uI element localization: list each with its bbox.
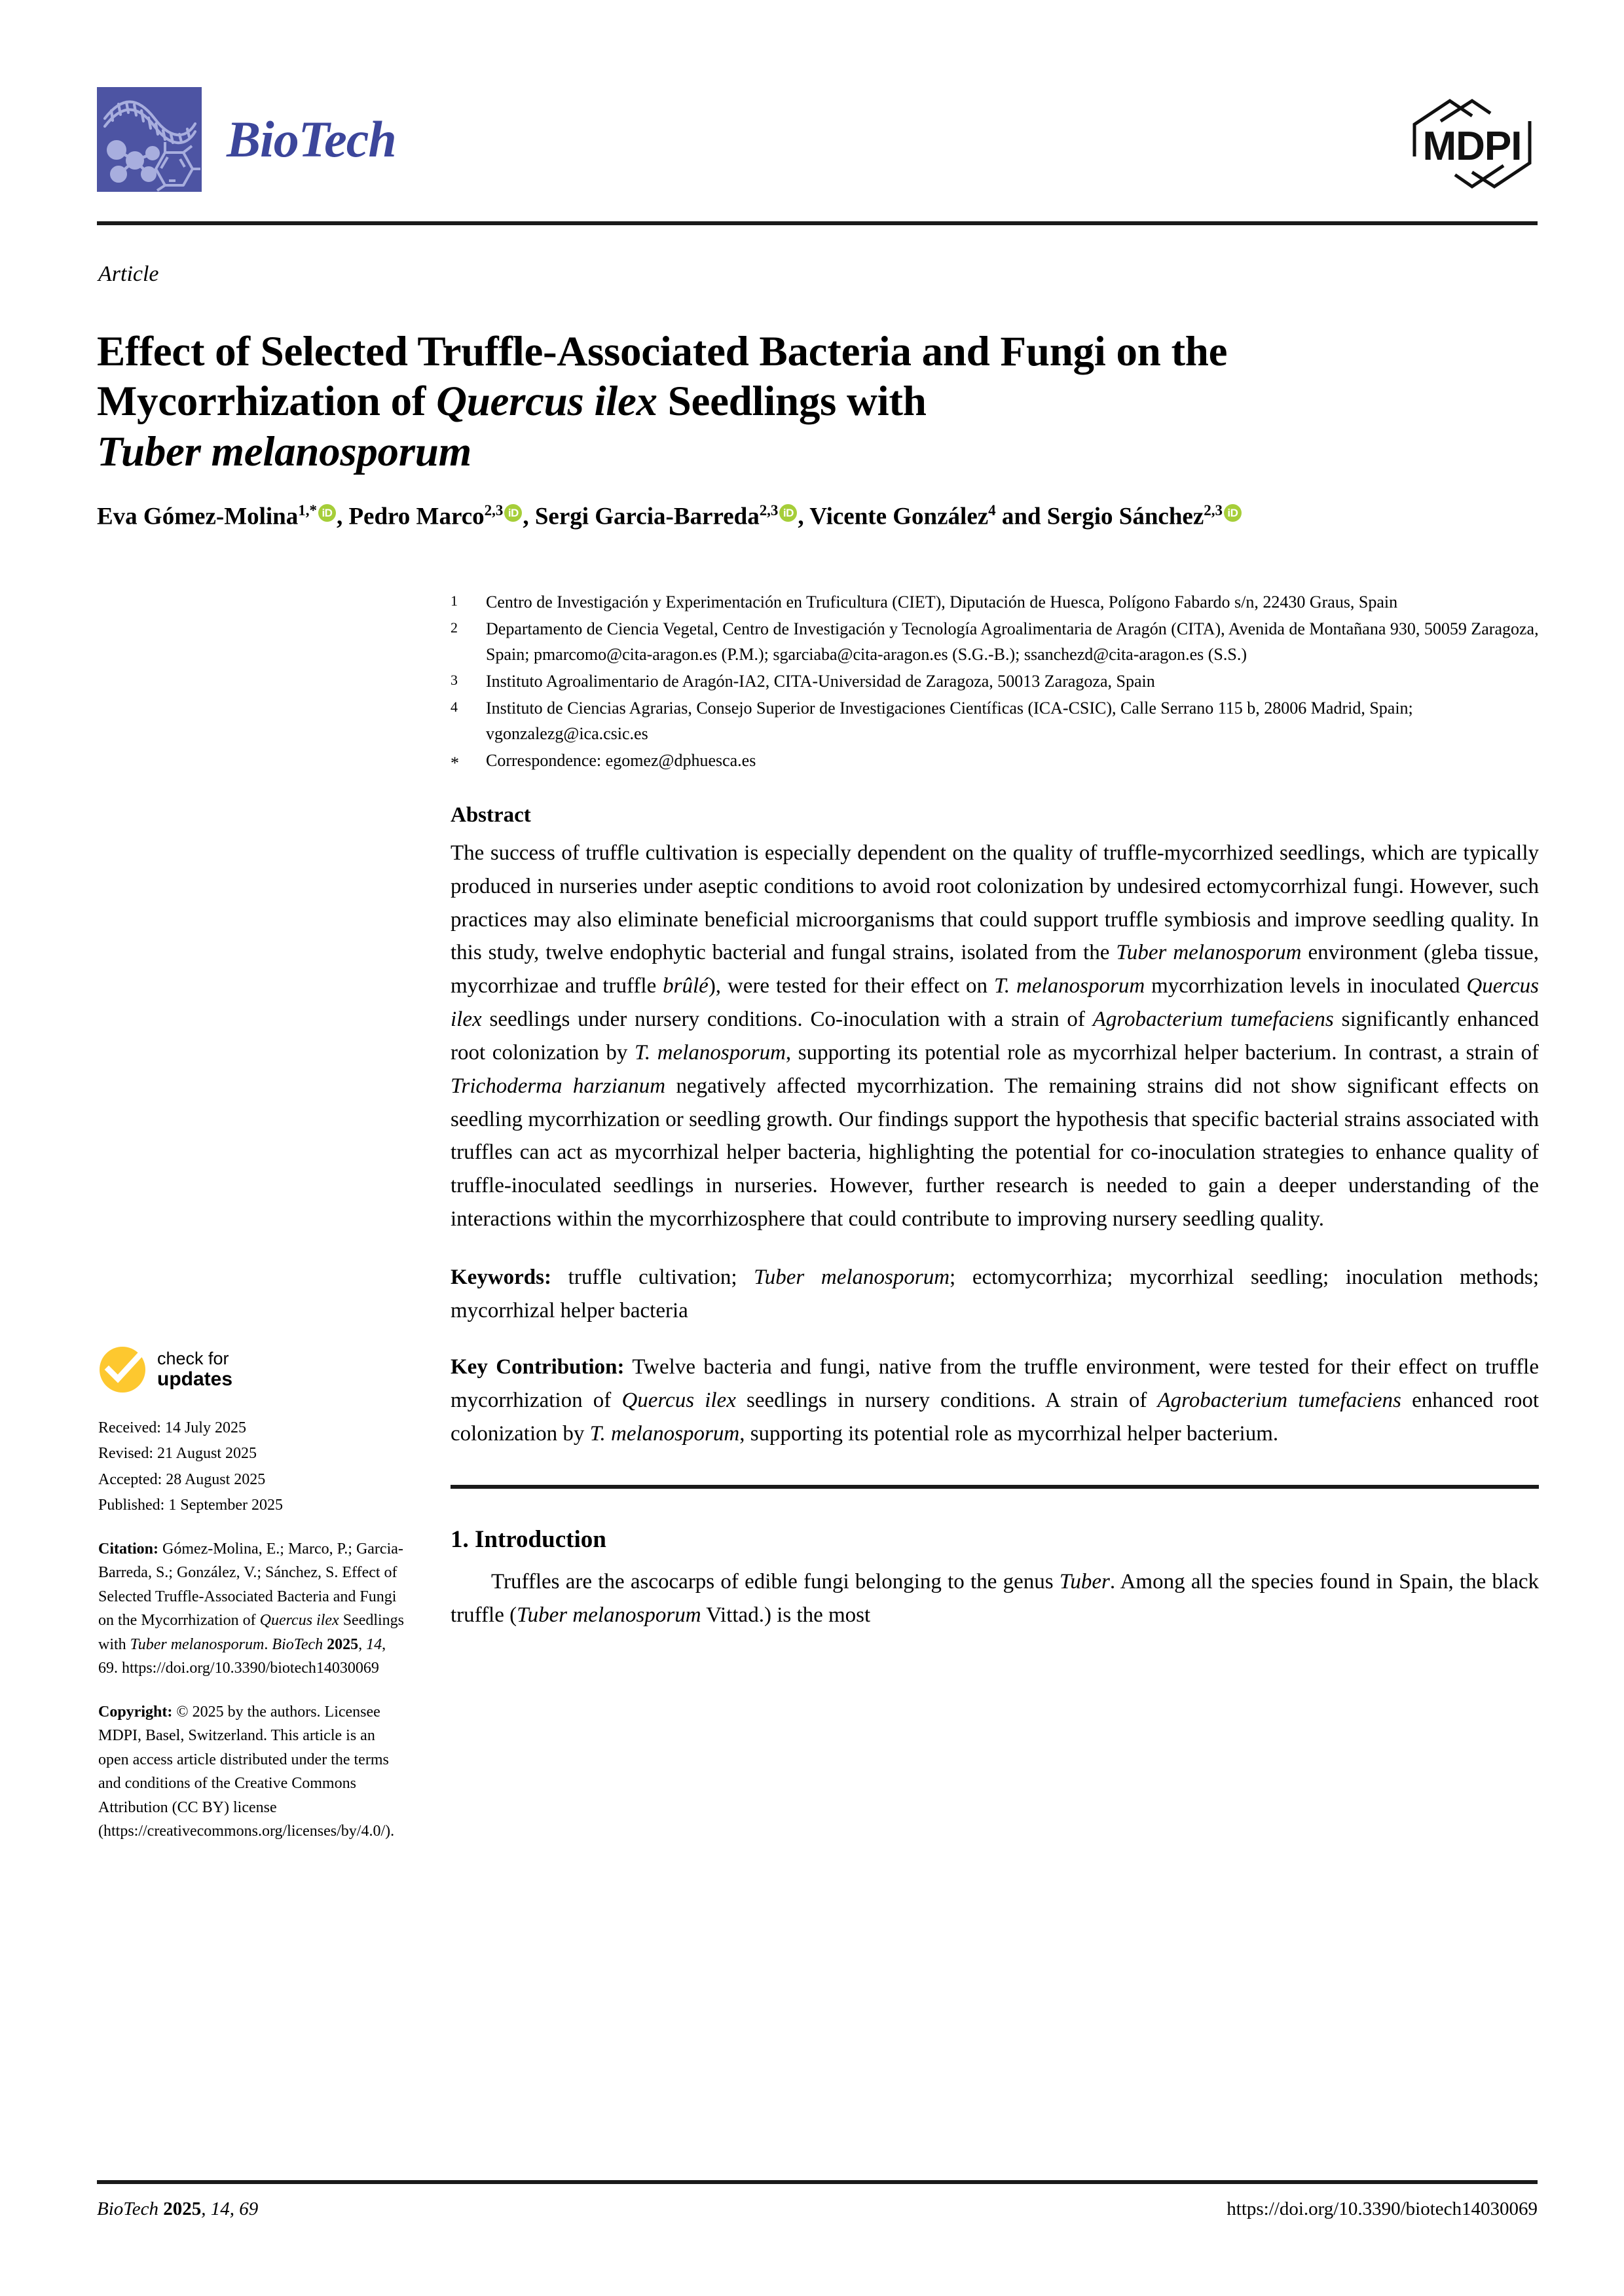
- title-line-1: Effect of Selected Truffle-Associated Bacteria and Fungi on the: [97, 327, 1228, 375]
- copyright-block: [98, 1700, 406, 1844]
- abstract-seg: , supporting its potential role as mycorrhizal helper bacterium. In contrast, a strain of: [785, 1040, 1540, 1065]
- citation-journal: BioTech: [272, 1635, 323, 1653]
- author-list: Eva Gómez-Molina$^{1,*}$ iD , Pedro Marco$^{2,3}$ iD , Sergi Garcia-Barreda$^{2,3}$ iD , Vicente González$^4$ and Sergio Sánchez$^{2,3}$ iD: [97, 501, 1544, 532]
- introduction-text: [451, 1565, 1539, 1632]
- abstract-species: Quercus ilex: [451, 974, 1540, 1032]
- author-name: Sergio Sánchez: [1046, 503, 1204, 530]
- orcid-icon[interactable]: iD: [504, 504, 522, 522]
- abstract-seg: negatively affected mycorrhization. The remaining strains did not show significant effects on seedling mycorrhization or seedling growth. Our findings support the hypothesis that specific bacterial strains associated with truffles can act as mycorrhizal helper bacteria, highlighting the potential for co-inoculation strategies to enhance quality of truffle-inoculated seedlings in nurseries. However, further research is needed to gain a deeper understanding of the interactions within the mycorrhizosphere that could contribute to improving nursery seedling quality.: [451, 1074, 1539, 1231]
- affiliation-text: Instituto Agroalimentario de Aragón-IA2, CITA-Universidad de Zaragoza, 50013 Zaragoza, Spain: [486, 672, 1155, 691]
- sidebar: [98, 1345, 406, 1844]
- abstract-seg: environment (gleba tissue, mycorrhizae and truffle: [451, 941, 1539, 998]
- author-affil-marker: 1,*: [298, 502, 317, 519]
- abstract-species: Tuber melanosporum: [1116, 941, 1302, 965]
- intro-seg: Truffles are the ascocarps of edible fungi belonging to the genus: [491, 1569, 1060, 1594]
- affiliations-block: [451, 589, 1539, 776]
- title-species-2: Tuber melanosporum: [97, 428, 471, 475]
- title-line-2b: Seedlings with: [657, 378, 927, 426]
- correspondence-text: Correspondence: egomez@dphuesca.es: [486, 751, 756, 770]
- affiliation-number: 1: [451, 592, 458, 609]
- keywords-seg: truffle cultivation;: [551, 1265, 754, 1289]
- correspondence-marker: *: [451, 754, 459, 773]
- affiliation-number: 3: [451, 672, 458, 688]
- affiliation-row: [451, 668, 1539, 694]
- author-name: Vicente González: [809, 503, 989, 530]
- correspondence-row: [451, 748, 1539, 776]
- affiliation-text: Centro de Investigación y Experimentación en Truficultura (CIET), Diputación de Huesca, Polígono Fabardo s/n, 22430 Graus, Spain: [486, 592, 1398, 611]
- author-affil-marker: 4: [988, 502, 996, 519]
- abstract-term: brûlé: [663, 974, 709, 998]
- citation-block: [98, 1537, 406, 1681]
- orcid-icon[interactable]: iD: [1224, 504, 1242, 522]
- orcid-icon[interactable]: iD: [779, 504, 797, 522]
- title-species-1: Quercus ilex: [436, 378, 657, 426]
- kc-seg: Twelve bacteria and fungi, native from the truffle environment, were tested for their effect on truffle mycorrhization of: [451, 1355, 1539, 1413]
- section-divider: [451, 1485, 1539, 1489]
- intro-genus: Tuber: [1059, 1569, 1110, 1594]
- keywords-seg: ; ectomycorrhiza; mycorrhizal seedling; inoculation methods; mycorrhizal helper bacteria: [451, 1265, 1539, 1322]
- footer-divider: [97, 2180, 1538, 2184]
- footer-citation: [97, 2198, 258, 2220]
- orcid-icon[interactable]: iD: [318, 504, 336, 522]
- date-revised: Revised: 21 August 2025: [98, 1445, 257, 1463]
- header-divider: [97, 221, 1538, 225]
- biotech-logo-icon: [97, 87, 202, 192]
- abstract-seg: The success of truffle cultivation is especially dependent on the quality of truffle-mycorrhized seedlings, which are typically produced in nurseries under aseptic conditions to avoid root colonization by undesired ectomycorrhizal fungi. However, such practices may also eliminate beneficial microorganisms that could support truffle symbiosis and improve seedling quality. In this study, twelve endophytic bacterial and fungal strains, isolated from the: [451, 841, 1539, 965]
- intro-species: Tuber melanosporum: [517, 1603, 701, 1627]
- footer-year: 2025: [163, 2198, 202, 2219]
- intro-seg: Vittad.) is the most: [701, 1603, 871, 1627]
- date-published: Published: 1 September 2025: [98, 1497, 283, 1514]
- author-affil-marker: 2,3: [759, 502, 779, 519]
- section-heading-introduction: 1. Introduction: [451, 1525, 606, 1553]
- author-name: Eva Gómez-Molina: [97, 503, 299, 530]
- affiliation-text: Departamento de Ciencia Vegetal, Centro de Investigación y Tecnología Agroalimentaria de Aragón (CITA), Avenida de Montañana 930, 50059 Zaragoza, Spain; pmarcomo@cita-aragon.es (P.M.); sgarciaba@cita-aragon.es (S.G.-B.); ssanchezd@cita-aragon.es (S.S.): [486, 619, 1539, 664]
- affiliation-number: 4: [451, 699, 458, 715]
- citation-species: Quercus ilex: [259, 1612, 339, 1630]
- author-name: Sergi Garcia-Barreda: [534, 503, 760, 530]
- author-affil-marker: 2,3: [484, 502, 504, 519]
- citation-seg: .: [264, 1635, 272, 1653]
- kc-species: Agrobacterium tumefaciens: [1157, 1389, 1401, 1413]
- kc-seg: , supporting its potential role as mycorrhizal helper bacterium.: [739, 1422, 1279, 1446]
- date-received: Received: 14 July 2025: [98, 1419, 246, 1436]
- affiliation-text: Instituto de Ciencias Agrarias, Consejo Superior de Investigaciones Científicas (ICA-CSIC), Calle Serrano 115 b, 28006 Madrid, Spain; vgonzalezg@ica.csic.es: [486, 699, 1413, 743]
- crossmark-line-1: check for: [157, 1349, 229, 1369]
- keywords-label: Keywords:: [451, 1265, 551, 1289]
- affiliation-row: [451, 616, 1539, 667]
- copyright-label: Copyright:: [98, 1703, 173, 1721]
- citation-volume: , 14: [358, 1635, 382, 1653]
- abstract-text: [451, 837, 1539, 1236]
- article-type-label: Article: [98, 262, 159, 286]
- abstract-species: Agrobacterium tumefaciens: [1092, 1008, 1334, 1032]
- svg-text:MDPI: MDPI: [1422, 124, 1522, 169]
- affiliation-number: 2: [451, 619, 458, 636]
- affiliation-row: [451, 589, 1539, 615]
- abstract-seg: ), were tested for their effect on: [708, 974, 994, 998]
- crossmark-line-2: updates: [157, 1368, 233, 1391]
- abstract-seg: significantly enhanced root colonization by: [451, 1008, 1540, 1065]
- mdpi-logo-icon: [1407, 95, 1538, 193]
- journal-wordmark: BioTech: [227, 111, 396, 168]
- title-line-2a: Mycorrhization of: [97, 378, 437, 426]
- citation-species: Tuber melanosporum: [130, 1635, 265, 1653]
- citation-seg: Gómez-Molina, E.; Marco, P.; Garcia-Barreda, S.; González, V.; Sánchez, S. Effect of Selected Truffle-Associated Bacteria and Fungi on the Mycorrhization of: [98, 1540, 403, 1630]
- kc-seg: enhanced root colonization by: [451, 1389, 1539, 1446]
- publication-dates: [98, 1416, 406, 1518]
- abstract-seg: seedlings under nursery conditions. Co-inoculation with a strain of: [481, 1008, 1093, 1032]
- author-conjunction: and: [995, 503, 1047, 530]
- key-contribution-block: [451, 1351, 1539, 1450]
- page-header: [97, 82, 1538, 203]
- kc-species: T. melanosporum: [589, 1422, 740, 1446]
- abstract-seg: mycorrhization levels in inoculated: [1145, 974, 1467, 998]
- keywords-species: Tuber melanosporum: [754, 1265, 950, 1289]
- page-footer: [97, 2198, 1538, 2220]
- keywords-block: [451, 1261, 1539, 1328]
- citation-label: Citation:: [98, 1540, 158, 1558]
- date-accepted: Accepted: 28 August 2025: [98, 1470, 266, 1488]
- affiliation-row: [451, 695, 1539, 746]
- check-for-updates-icon: [98, 1345, 147, 1394]
- abstract-heading: Abstract: [451, 803, 531, 827]
- footer-doi-link[interactable]: https://doi.org/10.3390/biotech14030069: [1227, 2198, 1538, 2219]
- journal-logo: [97, 87, 396, 192]
- kc-seg: seedlings in nursery conditions. A strain of: [735, 1389, 1158, 1413]
- author-name: Pedro Marco: [348, 503, 485, 530]
- author-affil-marker: 2,3: [1204, 502, 1223, 519]
- crossmark-badge[interactable]: [98, 1345, 406, 1394]
- kc-species: Quercus ilex: [621, 1389, 736, 1413]
- page-title: [97, 327, 1524, 477]
- crossmark-label: [157, 1349, 232, 1391]
- key-contribution-label: Key Contribution:: [451, 1355, 625, 1379]
- footer-journal: BioTech: [97, 2198, 158, 2219]
- citation-seg: Seedlings with: [98, 1612, 405, 1653]
- abstract-species: Trichoderma harzianum: [451, 1074, 666, 1098]
- footer-volume-page: , 14, 69: [201, 2198, 259, 2219]
- main-column: [451, 589, 1539, 1631]
- intro-seg: . Among all the species found in Spain, the black truffle (: [451, 1569, 1539, 1627]
- abstract-species: T. melanosporum: [993, 974, 1145, 998]
- copyright-text: © 2025 by the authors. Licensee MDPI, Basel, Switzerland. This article is an open access article distributed under the terms and conditions of the Creative Commons Attribution (CC BY) license (https://creativecommons.org/licenses/by/4.0/).: [98, 1703, 395, 1840]
- citation-year: 2025: [327, 1635, 359, 1653]
- citation-doi[interactable]: , 69. https://doi.org/10.3390/biotech14030069: [98, 1635, 386, 1677]
- abstract-species: T. melanosporum: [635, 1040, 786, 1065]
